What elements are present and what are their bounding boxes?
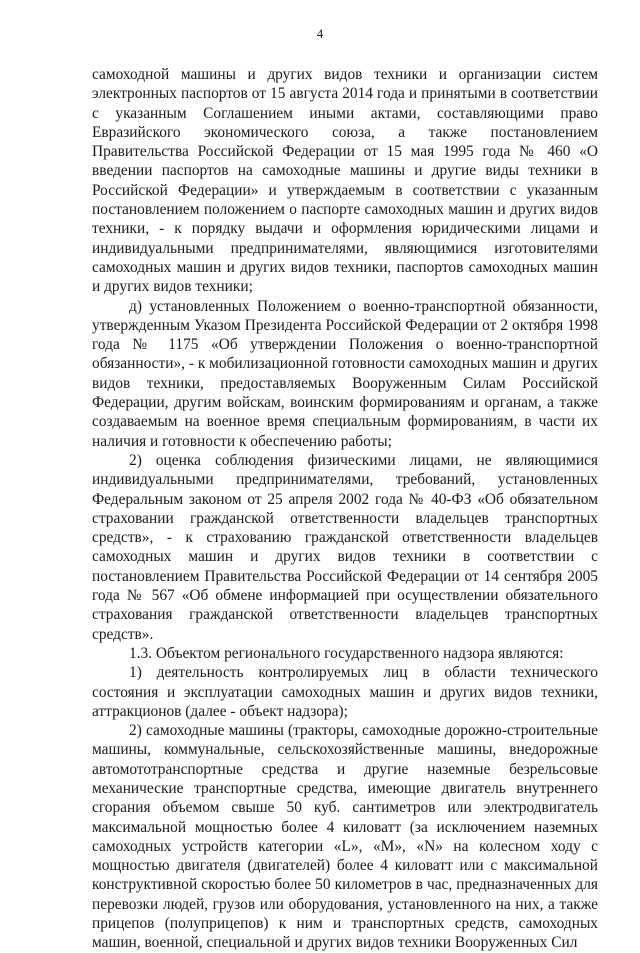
document-body (92, 65, 598, 953)
paragraph-object-2: 2) самоходные машины (тракторы, самоходные дорожно-строительные машины, коммунальные, сельскохозяйственные машины, внедорожные автомототранспортные средства и другие наземные безрельсовые механические транспортные средства, имеющие двигатель внутреннего сгорания объемом свыше 50 куб. сантиметров или электродвигатель максимальной мощностью более 4 киловатт (за исключением наземных самоходных устройств категории «L», «M», «N» на колесном ходу с мощностью двигателя (двигателей) более 4 киловатт или с максимальной конструктивной скоростью более 50 километров в час, предназначенных для перевозки людей, грузов или оборудования, установленного на них, а также прицепов (полуприцепов) к ним и транспортных средств, самоходных машин, военной, специальной и других видов техники Вооруженных Сил (92, 722, 598, 952)
paragraph-continuation: самоходной машины и других видов техники и организации систем электронных паспортов от 15 августа 2014 года и принятыми в соответствии с указанным Соглашением иными актами, составляющими право Евразийского экономического союза, а также постановлением Правительства Российской Федерации от 15 мая 1995 года № 460 «О введении паспортов на самоходные машины и другие виды техники в Российской Федерации» и утверждаемым в соответствии с указанным постановлением положением о паспорте самоходных машин и других видов техники, - к порядку выдачи и оформления юридическими лицами и индивидуальными предпринимателями, являющимися изготовителями самоходных машин и других видов техники, паспортов самоходных машин и других видов техники; (92, 66, 598, 296)
paragraph-object-1: 1) деятельность контролируемых лиц в области технического состояния и эксплуатации самоходных машин и других видов техники, аттракционов (далее - объект надзора); (92, 664, 598, 720)
page-number: 4 (316, 26, 324, 41)
paragraph-item-d: д) установленных Положением о военно-транспортной обязанности, утвержденным Указом Президента Российской Федерации от 2 октября 1998 года № 1175 «Об утверждении Положения о военно-транспортной обязанности», - к мобилизационной готовности самоходных машин и других видов техники, предоставляемых Вооруженным Силам Российской Федерации, другим войскам, воинским формированиям и органам, а также создаваемым на военное время специальным формированиям, в части их наличия и готовности к обеспечению работы; (92, 297, 598, 450)
paragraph-item-2: 2) оценка соблюдения физическими лицами, не являющимися индивидуальными предпринимателями, требований, установленных Федеральным законом от 25 апреля 2002 года № 40-ФЗ «Об обязательном страховании гражданской ответственности владельцев транспортных средств», - к страхованию гражданской ответственности владельцев самоходных машин и других видов техники в соответствии с постановлением Правительства Российской Федерации от 14 сентября 2005 года № 567 «Об обмене информацией при осуществлении обязательного страхования гражданской ответственности владельцев транспортных средств». (92, 451, 598, 643)
paragraph-section-1-3: 1.3. Объектом регионального государственного надзора являются: (129, 644, 564, 662)
